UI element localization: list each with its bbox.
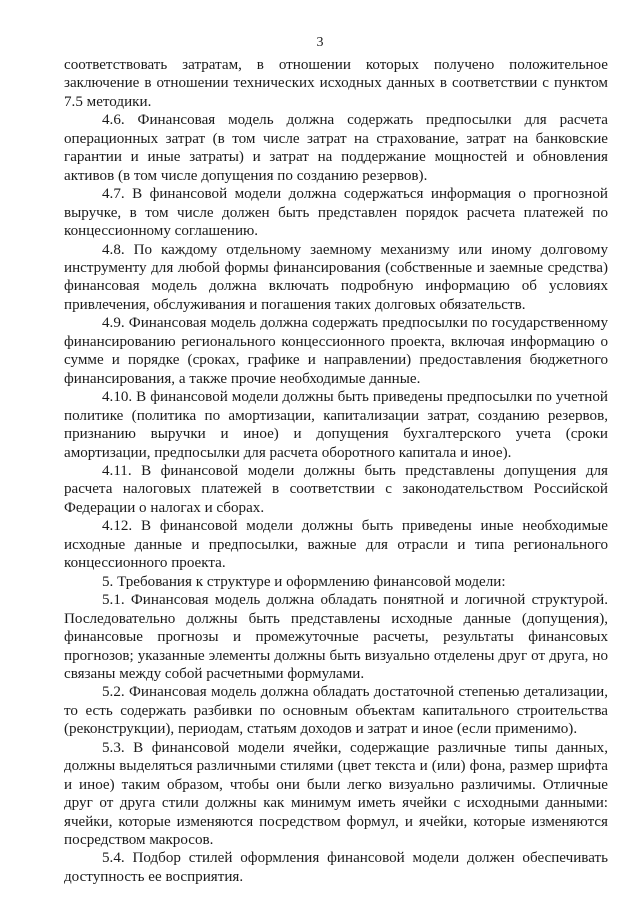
paragraph-4-8: 4.8. По каждому отдельному заемному механизму или иному долговому инструменту для любой формы финансирования (собственные и заемные средства) финансовая модель должна включать подробную информацию об условиях привлечения, обслуживания и погашения таких долговых обязательств. [64,241,608,313]
paragraph-4-11: 4.11. В финансовой модели должны быть представлены допущения для расчета налоговых платежей в соответствии с законодательством Российской Федерации о налогах и сборах. [64,462,608,516]
document-body [64,56,608,886]
paragraph-5-1: 5.1. Финансовая модель должна обладать понятной и логичной структурой. Последовательно должны быть представлены исходные данные (допущения), финансовые прогнозы и промежуточные расчеты, результаты финансовых прогнозов; указанные элементы должны быть визуально отделены друг от друга, но связаны между собой расчетными формулами. [64,592,608,682]
paragraph-5-4: 5.4. Подбор стилей оформления финансовой модели должен обеспечивать доступность ее восприятия. [64,850,608,885]
paragraph-5-2: 5.2. Финансовая модель должна обладать достаточной степенью детализации, то есть содержать разбивки по основным объектам капитального строительства (реконструкции), периодам, статьям доходов и затрат и иное (если применимо). [64,684,608,738]
page-number: 3 [316,35,324,50]
paragraph-4-7: 4.7. В финансовой модели должна содержаться информация о прогнозной выручке, в том числе должен быть представлен порядок расчета платежей по концессионному соглашению. [64,186,608,240]
paragraph-continuation: соответствовать затратам, в отношении которых получено положительное заключение в отношении технических исходных данных в соответствии с пунктом 7.5 методики. [64,57,608,110]
paragraph-4-9: 4.9. Финансовая модель должна содержать предпосылки по государственному финансированию регионального концессионного проекта, включая информацию о сумме и порядке (сроках, графике и направлении) предоставления бюджетного финансирования, а также прочие необходимые данные. [64,315,608,387]
paragraph-4-12: 4.12. В финансовой модели должны быть приведены иные необходимые исходные данные и предпосылки, важные для отрасли и типа регионального концессионного проекта. [64,518,608,572]
paragraph-4-10: 4.10. В финансовой модели должны быть приведены предпосылки по учетной политике (политика по амортизации, капитализации затрат, созданию резервов, признанию выручки и иное) и допущения бухгалтерского учета (сроки амортизации, предпосылки для расчета оборотного капитала и иное). [64,389,608,461]
paragraph-4-6: 4.6. Финансовая модель должна содержать предпосылки для расчета операционных затрат (в том числе затрат на страхование, затрат на банковские гарантии и иные затраты) и затрат на поддержание мощностей и обновления активов (в том числе допущения по созданию резервов). [64,112,608,184]
section-5-heading: 5. Требования к структуре и оформлению финансовой модели: [102,573,506,590]
paragraph-5-3: 5.3. В финансовой модели ячейки, содержащие различные типы данных, должны выделяться различными стилями (цвет текста и (или) фона, размер шрифта и иное) таким образом, чтобы они были легко визуально различимы. Отличные друг от друга стили должны как минимум иметь ячейки с исходными данными: ячейки, которые изменяются посредством формул, и ячейки, которые изменяются посредством макросов. [64,739,608,849]
